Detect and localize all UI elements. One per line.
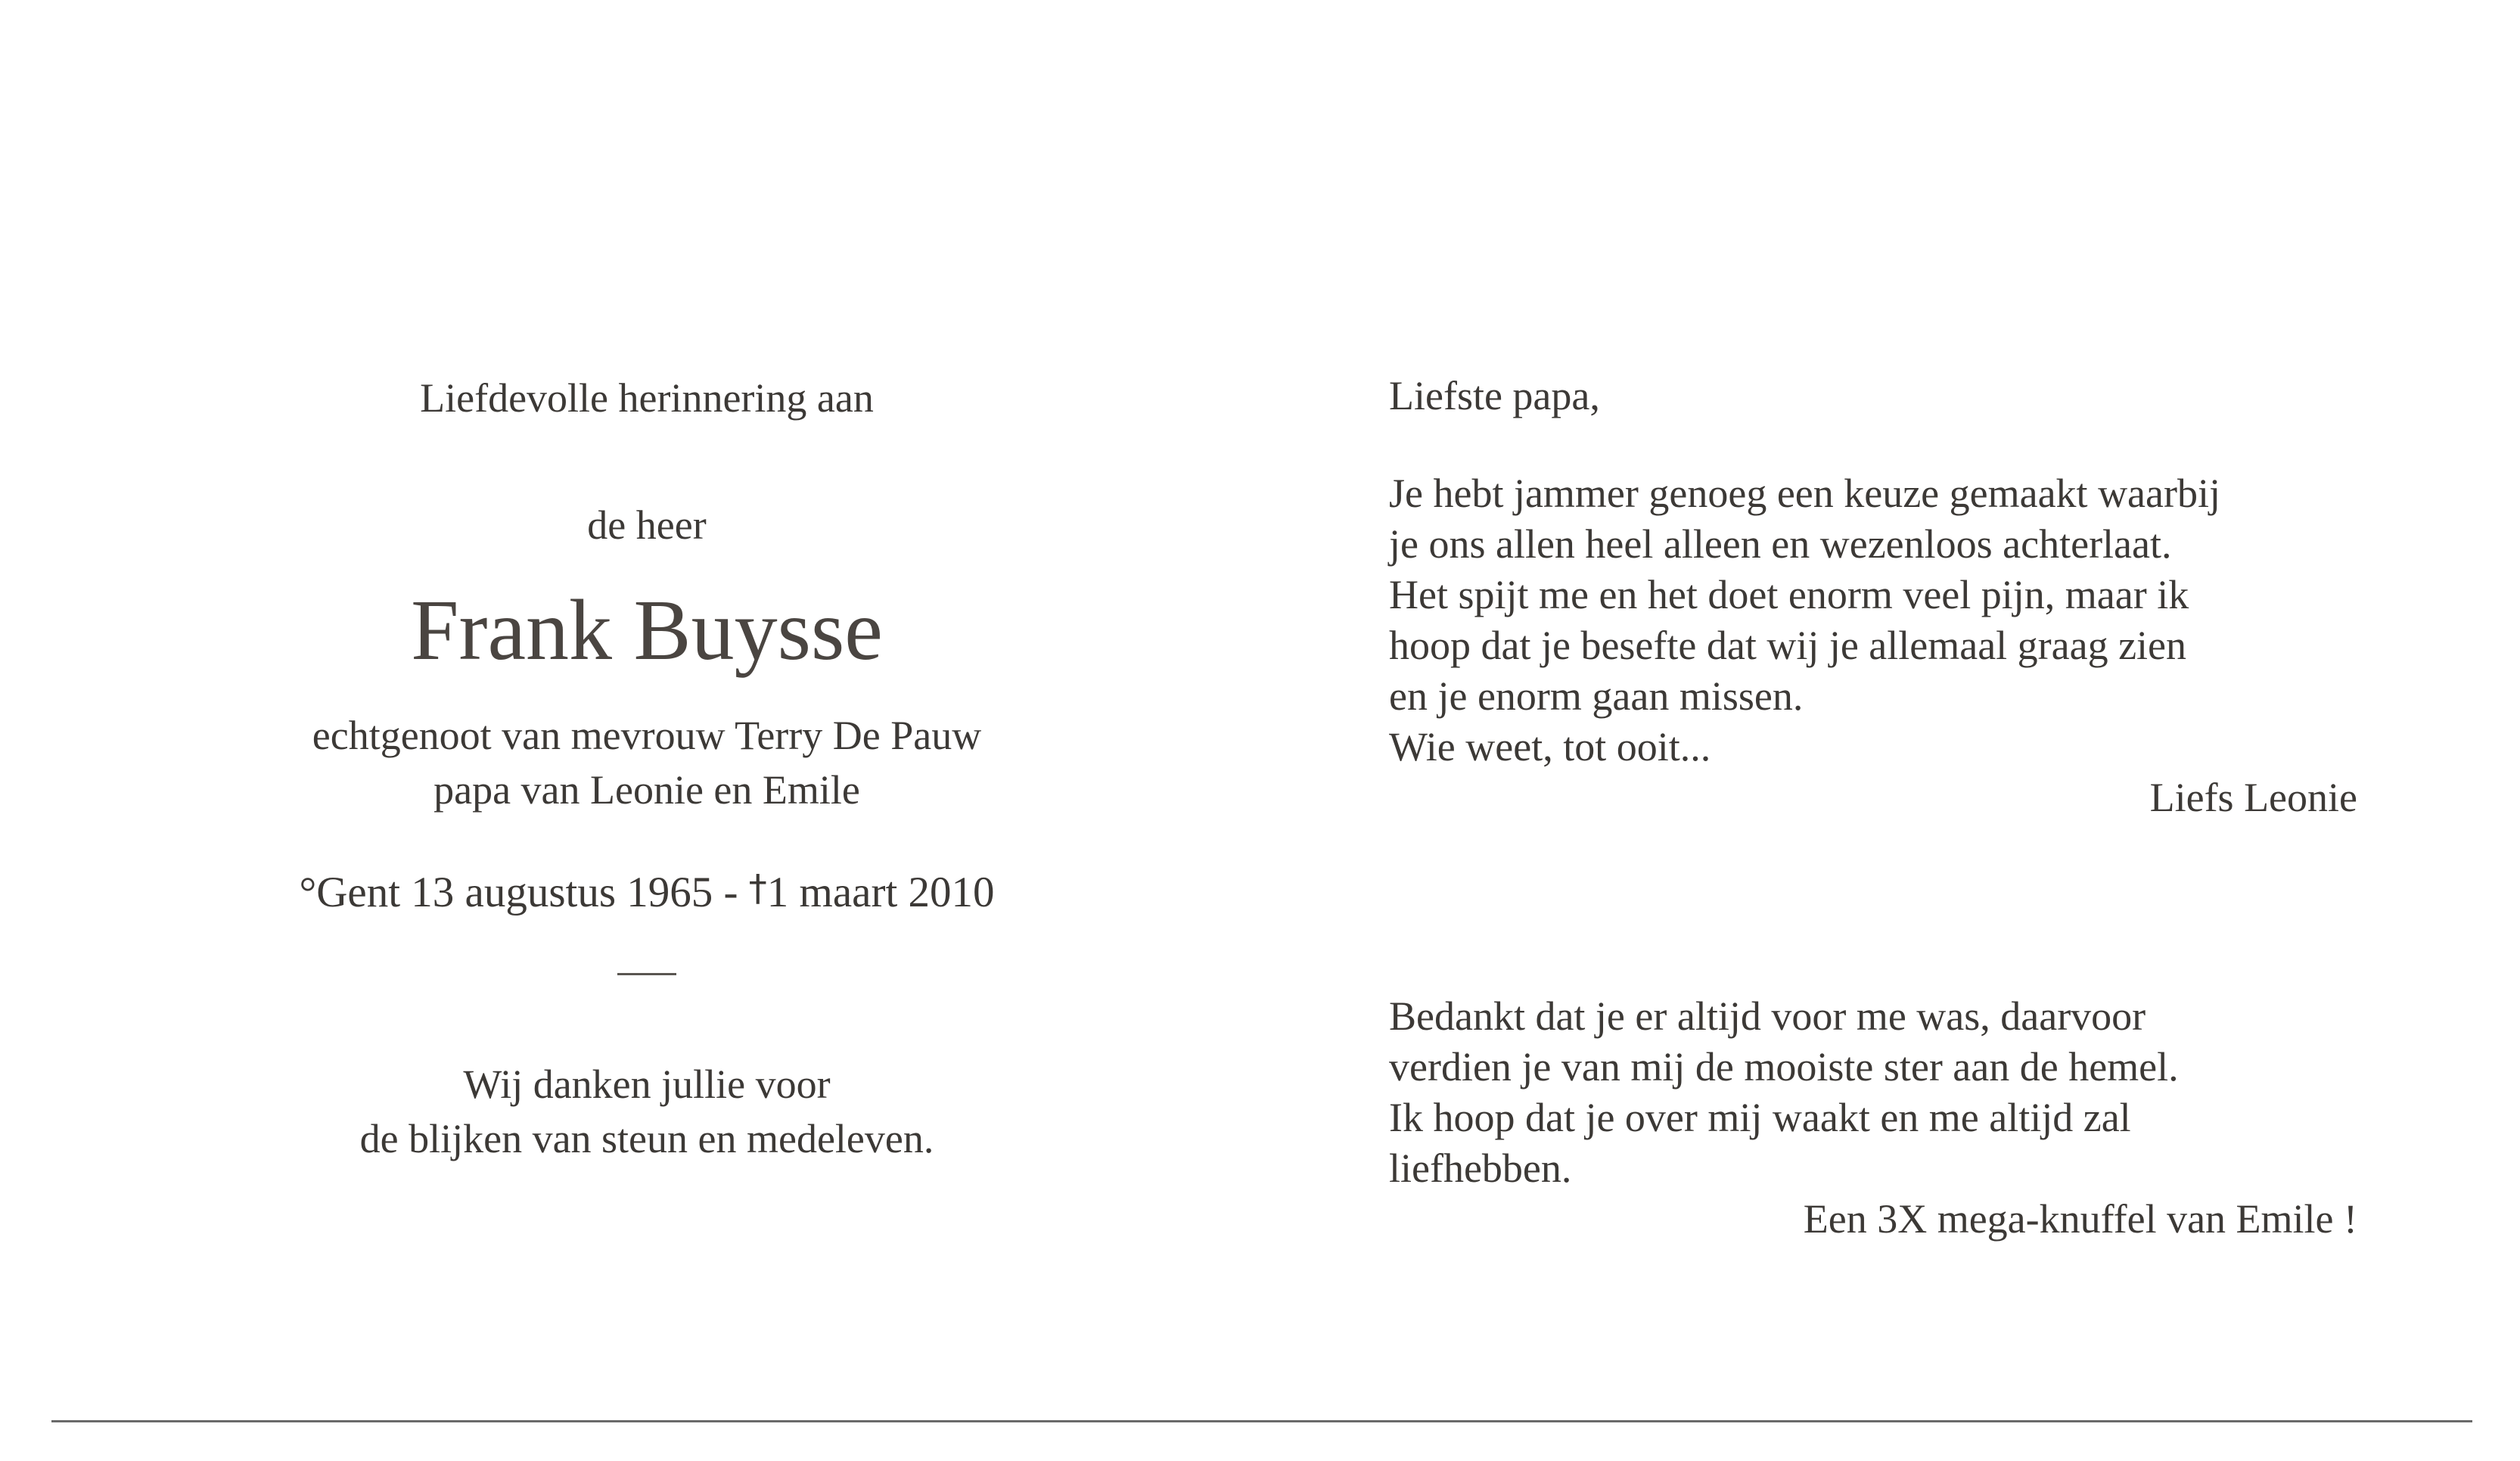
relation-spouse: echtgenoot van mevrouw Terry De Pauw: [312, 713, 982, 758]
message-line: Ik hoop dat je over mij waakt en me altijd zal: [1389, 1095, 2131, 1140]
message-emile: [1389, 991, 2357, 1245]
deceased-name: Frank Buysse: [411, 582, 883, 678]
message-line: Wie weet, tot ooit...: [1389, 724, 1711, 769]
thanks-block: [174, 1057, 1120, 1166]
signature-leonie: Liefs Leonie: [2149, 775, 2357, 820]
relation-children: papa van Leonie en Emile: [433, 767, 860, 813]
signature-emile: Een 3X mega-knuffel van Emile !: [1803, 1196, 2357, 1242]
message-line: Bedankt dat je er altijd voor me was, daarvoor: [1389, 993, 2146, 1039]
message-leonie: [1389, 371, 2357, 823]
message-line: je ons allen heel alleen en wezenloos achterlaat.: [1389, 521, 2172, 567]
thanks-line: Wij danken jullie voor: [463, 1062, 831, 1107]
salutation: Liefste papa,: [1389, 373, 1600, 418]
thanks-line: de blijken van steun en medeleven.: [359, 1116, 934, 1161]
birth-date: °Gent 13 augustus 1965 -: [299, 869, 738, 916]
message-line: Je hebt jammer genoeg een keuze gemaakt waarbij: [1389, 471, 2220, 516]
intro-text: Liefdevolle herinnering aan: [420, 375, 874, 421]
message-line: hoop dat je besefte dat wij je allemaal graag zien: [1389, 623, 2187, 668]
honorific-text: de heer: [587, 502, 707, 548]
message-line: en je enorm gaan missen.: [1389, 673, 1804, 719]
message-line: Het spijt me en het doet enorm veel pijn, maar ik: [1389, 572, 2189, 617]
card-edge-line: [51, 1420, 2472, 1422]
message-line: liefhebben.: [1389, 1145, 1572, 1191]
dagger-icon: †: [748, 867, 767, 909]
message-line: verdien je van mij de mooiste ster aan de hemel.: [1389, 1044, 2179, 1090]
memorial-left-column: [174, 371, 1120, 1166]
life-dates: [174, 864, 1120, 923]
death-date: 1 maart 2010: [766, 869, 995, 916]
divider: [617, 973, 676, 975]
